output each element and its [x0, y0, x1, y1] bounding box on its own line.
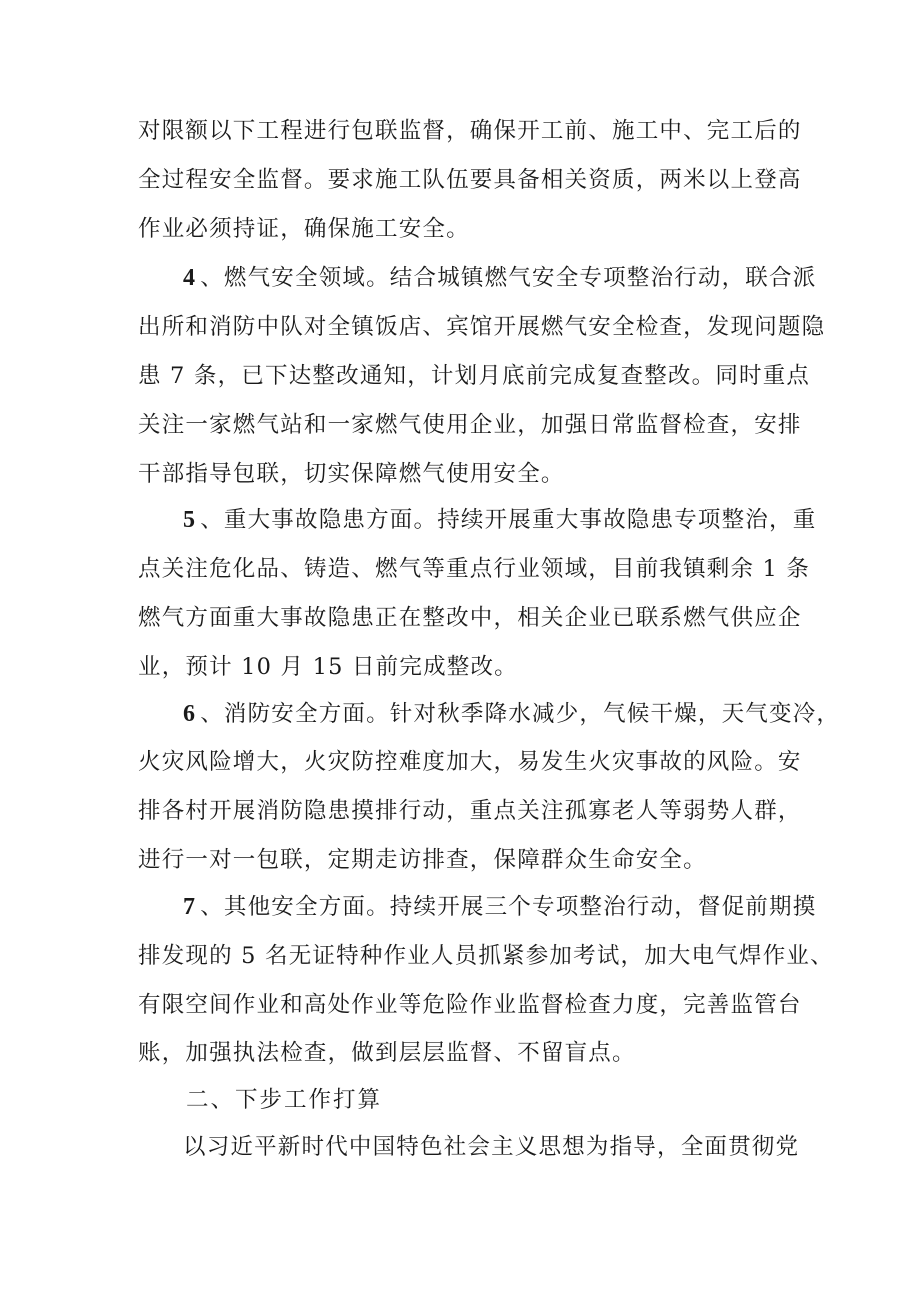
- item-text: 、消防安全方面。针对秋季降水减少，气候干燥，天气变冷，: [200, 701, 841, 727]
- section-heading: 二、下步工作打算: [186, 1087, 383, 1113]
- body-line: 有限空间作业和高处作业等危险作业监督检查力度，完善监管台: [138, 992, 802, 1018]
- body-line: 作业必须持证，确保施工安全。: [138, 216, 470, 242]
- item-text: 、重大事故隐患方面。持续开展重大事故隐患专项整治，重: [200, 507, 817, 533]
- body-line: 火灾风险增大，火灾防控难度加大，易发生火灾事故的风险。安: [138, 749, 802, 775]
- body-line: 干部指导包联，切实保障燃气使用安全。: [138, 461, 565, 487]
- item-7-first-line: [183, 887, 817, 927]
- body-line: 业，预计 10 月 15 日前完成整改。: [138, 654, 518, 680]
- body-line: 出所和消防中队对全镇饭店、宾馆开展燃气安全检查，发现问题隐: [138, 314, 826, 340]
- body-line: 进行一对一包联，定期走访排查，保障群众生命安全。: [138, 847, 707, 873]
- body-line: 关注一家燃气站和一家燃气使用企业，加强日常监督检查，安排: [138, 412, 802, 438]
- body-line: 账，加强执法检查，做到层层监督、不留盲点。: [138, 1040, 636, 1066]
- body-line: 燃气方面重大事故隐患正在整改中，相关企业已联系燃气供应企: [138, 605, 802, 631]
- body-line: 点关注危化品、铸造、燃气等重点行业领域，目前我镇剩余 1 条: [138, 556, 811, 582]
- item-number: 6: [183, 701, 197, 727]
- body-line: 以习近平新时代中国特色社会主义思想为指导，全面贯彻党: [183, 1134, 800, 1160]
- item-4-first-line: [183, 258, 817, 298]
- item-text: 、其他安全方面。持续开展三个专项整治行动，督促前期摸: [200, 894, 817, 920]
- body-line: 全过程安全监督。要求施工队伍要具备相关资质，两米以上登高: [138, 167, 802, 193]
- body-line: 患 7 条，已下达整改通知，计划月底前完成复查整改。同时重点: [138, 363, 811, 389]
- body-line: 排发现的 5 名无证特种作业人员抓紧参加考试，加大电气焊作业、: [138, 943, 834, 969]
- item-5-first-line: [183, 500, 817, 540]
- item-6-first-line: [183, 694, 841, 734]
- item-number: 4: [183, 265, 197, 291]
- item-number: 7: [183, 894, 197, 920]
- body-line: 对限额以下工程进行包联监督，确保开工前、施工中、完工后的: [138, 118, 802, 144]
- body-line: 排各村开展消防隐患摸排行动，重点关注孤寡老人等弱势人群，: [138, 798, 802, 824]
- item-number: 5: [183, 507, 197, 533]
- item-text: 、燃气安全领域。结合城镇燃气安全专项整治行动，联合派: [200, 265, 817, 291]
